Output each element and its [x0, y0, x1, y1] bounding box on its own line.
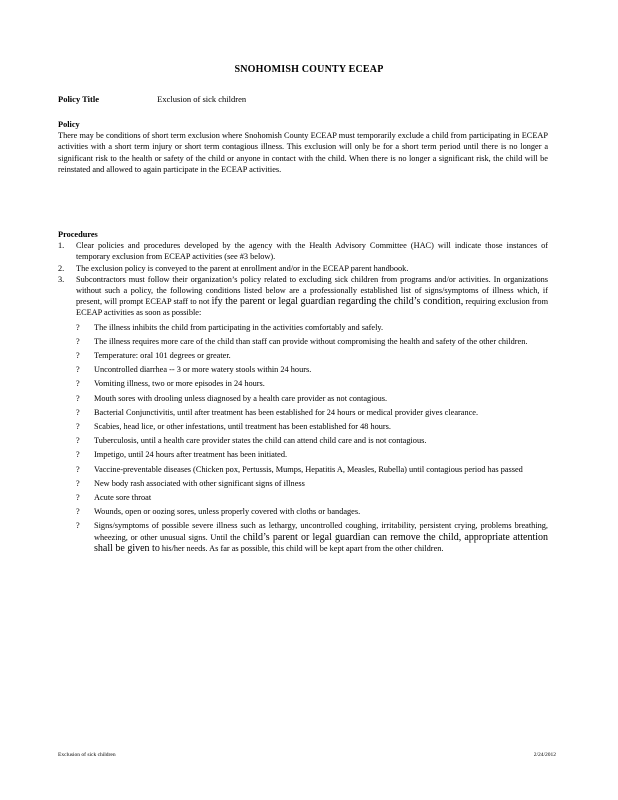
exclusion-conditions-list — [58, 322, 548, 554]
condition-text: Bacterial Conjunctivitis, until after treatment has been established for 24 hours or medical provider gives clearance. — [94, 407, 479, 417]
document-title: SNOHOMISH COUNTY ECEAP — [234, 64, 384, 75]
condition-text-large: child’s parent or legal guardian can remove the child, appropriate attention shall be given to — [94, 531, 549, 554]
condition-text: New body rash associated with other significant signs of illness — [94, 478, 305, 488]
condition-item — [76, 421, 548, 432]
footer-date: 2/24/2012 — [533, 752, 556, 758]
procedure-item — [58, 274, 548, 319]
condition-text: Vomiting illness, two or more episodes in 24 hours. — [94, 379, 265, 389]
condition-item — [76, 393, 548, 404]
condition-item — [76, 435, 548, 446]
condition-item — [76, 336, 548, 347]
procedure-item — [58, 240, 548, 262]
procedure-text: Subcontractors must follow their organization’s policy related to excluding sick children from programs and/or activities. In organizations without such a policy, the following conditions listed below are a professionally established list of signs/symptoms of illness which, if present, will prompt ECEAP staff to not — [76, 274, 548, 307]
condition-item — [76, 407, 548, 418]
procedure-text: Clear policies and procedures developed by the agency with the Health Advisory Committee (HAC) will indicate those instances of temporary exclusion from ECEAP activities (see #3 below). — [76, 241, 548, 262]
condition-text: Mouth sores with drooling unless diagnosed by a health care provider as not contagious. — [94, 393, 388, 403]
condition-text: The illness requires more care of the child than staff can provide without compromising the health and safety of the other children. — [94, 336, 528, 346]
procedures-section — [58, 229, 548, 554]
condition-item — [76, 464, 548, 475]
bullet-icon: ? — [76, 322, 80, 332]
policy-title-row — [58, 94, 246, 104]
condition-item — [76, 350, 548, 361]
condition-text: Wounds, open or oozing sores, unless properly covered with cloths or bandages. — [94, 507, 361, 517]
condition-text: The illness inhibits the child from participating in the activities comfortably and safely. — [94, 322, 384, 332]
procedure-number: 1. — [58, 241, 65, 251]
policy-text: There may be conditions of short term exclusion where Snohomish County ECEAP must temporarily exclude a child from participating in ECEAP activities with a short term injury or short term contagious illness. This exclusion will only be for a short term period until there is no longer a significant risk to the health or safety of the child or anyone in contact with the child. When there is no longer a significant risk, the child will be reinstated and allowed to again participate in the ECEAP activities. — [58, 131, 548, 174]
procedures-list — [58, 240, 548, 318]
condition-item — [76, 364, 548, 375]
condition-text: Impetigo, until 24 hours after treatment has been initiated. — [94, 450, 288, 460]
condition-item — [76, 520, 548, 554]
policy-section — [58, 119, 548, 175]
procedure-number: 3. — [58, 274, 65, 284]
bullet-icon: ? — [76, 493, 80, 503]
bullet-icon: ? — [76, 464, 80, 474]
procedure-text-large: ify the parent or legal guardian regarding the child’s condition, — [211, 296, 464, 308]
condition-text: his/her needs. As far as possible, this child will be kept apart from the other children. — [161, 543, 444, 553]
procedure-text: requiring exclusion from ECEAP activities as soon as possible: — [76, 297, 549, 318]
bullet-icon: ? — [76, 393, 80, 403]
policy-heading: Policy — [58, 120, 80, 129]
condition-item — [76, 449, 548, 460]
condition-text: Acute sore throat — [94, 493, 152, 503]
policy-title-value: Exclusion of sick children — [157, 94, 247, 104]
bullet-icon: ? — [76, 407, 80, 417]
condition-text: Scabies, head lice, or other infestations, until treatment has been established for 48 hours. — [94, 422, 391, 432]
footer-document-name: Exclusion of sick children — [58, 752, 116, 758]
bullet-icon: ? — [76, 422, 80, 432]
policy-title-label: Policy Title — [58, 94, 100, 104]
bullet-icon: ? — [76, 507, 80, 517]
condition-item — [76, 378, 548, 389]
bullet-icon: ? — [76, 351, 80, 361]
condition-item — [76, 322, 548, 333]
bullet-icon: ? — [76, 436, 80, 446]
bullet-icon: ? — [76, 450, 80, 460]
condition-item — [76, 492, 548, 503]
procedure-item — [58, 263, 548, 274]
condition-text: Signs/symptoms of possible severe illness such as lethargy, uncontrolled coughing, irritability, persistent crying, problems breathing, wheezing, or other unusual signs. Until the — [94, 521, 548, 542]
procedure-text: The exclusion policy is conveyed to the parent at enrollment and/or in the ECEAP parent handbook. — [76, 263, 409, 273]
bullet-icon: ? — [76, 521, 80, 531]
condition-text: Vaccine-preventable diseases (Chicken pox, Pertussis, Mumps, Hepatitis A, Measles, Rubella) until contagious period has passed — [94, 464, 523, 474]
condition-text: Temperature: oral 101 degrees or greater. — [94, 351, 231, 361]
bullet-icon: ? — [76, 336, 80, 346]
condition-item — [76, 478, 548, 489]
bullet-icon: ? — [76, 365, 80, 375]
procedures-heading: Procedures — [58, 230, 98, 239]
bullet-icon: ? — [76, 379, 80, 389]
procedure-number: 2. — [58, 263, 65, 273]
condition-text: Uncontrolled diarrhea -- 3 or more watery stools within 24 hours. — [94, 365, 312, 375]
bullet-icon: ? — [76, 478, 80, 488]
condition-item — [76, 506, 548, 517]
condition-text: Tuberculosis, until a health care provider states the child can attend child care and is not contagious. — [94, 436, 427, 446]
